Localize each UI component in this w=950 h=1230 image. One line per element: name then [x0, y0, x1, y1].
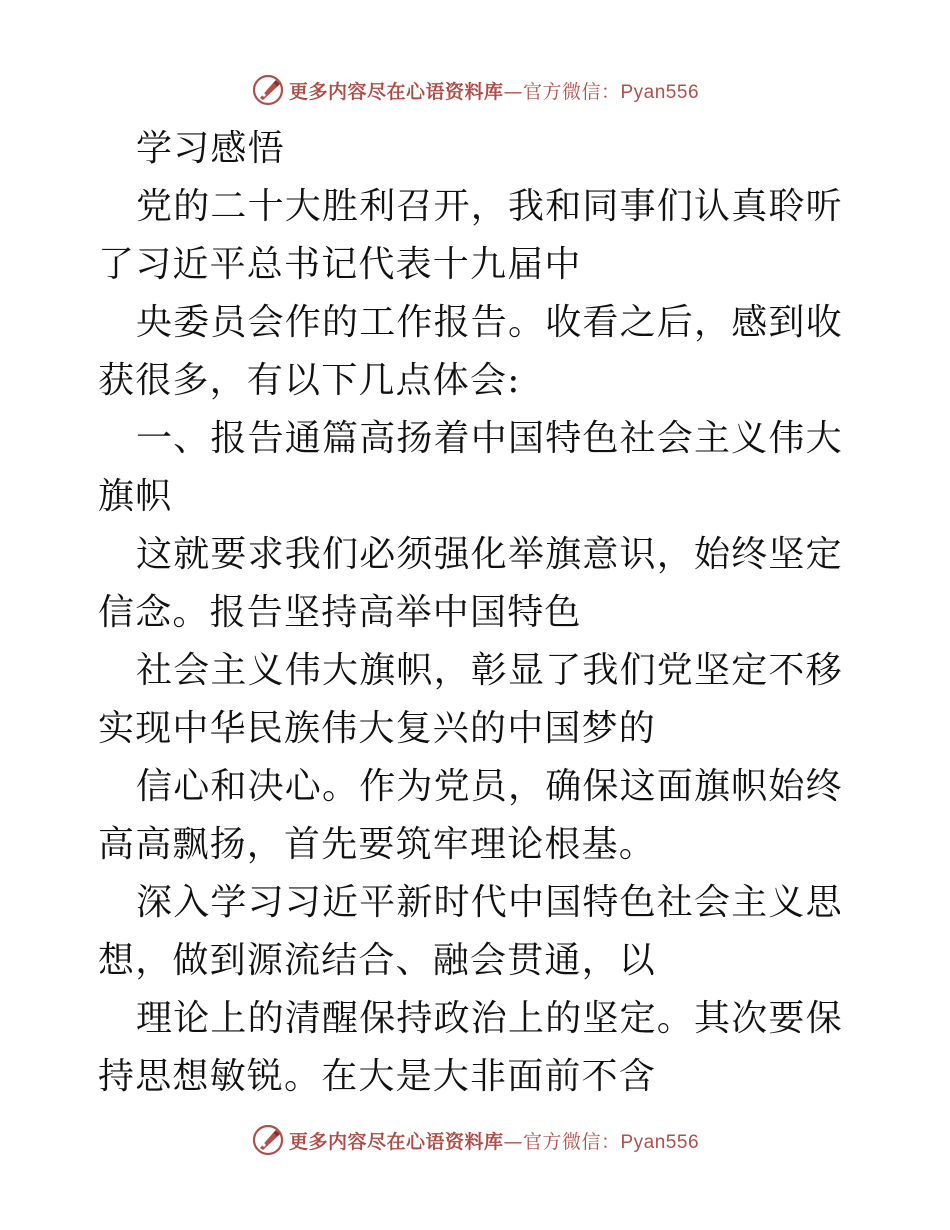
paragraph: 信心和决心。作为党员，确保这面旗帜始终高高飘扬，首先要筑牢理论根基。: [98, 766, 843, 865]
pen-nib-logo-icon: [251, 73, 285, 107]
document-body: [98, 120, 858, 1106]
banner-dash: —: [503, 1130, 523, 1153]
pen-nib-logo-icon: [251, 1123, 285, 1157]
banner-wechat-id: Pyan556: [620, 81, 700, 103]
paragraph: 社会主义伟大旗帜，彰显了我们党坚定不移实现中华民族伟大复兴的中国梦的: [98, 650, 843, 749]
banner-wechat-label: 官方微信：: [522, 80, 621, 103]
banner-dash: —: [503, 80, 523, 103]
banner-wechat-id: Pyan556: [620, 1131, 700, 1153]
section-heading: 一、报告通篇高扬着中国特色社会主义伟大旗帜: [98, 418, 843, 517]
paragraph: 党的二十大胜利召开，我和同事们认真聆听了习近平总书记代表十九届中: [98, 186, 843, 285]
banner-text: [289, 1127, 699, 1154]
footer-watermark-banner: [0, 1122, 950, 1158]
header-watermark-banner: [0, 72, 950, 108]
paragraph: 深入学习习近平新时代中国特色社会主义思想，做到源流结合、融会贯通，以: [98, 882, 843, 981]
paragraph: 这就要求我们必须强化举旗意识，始终坚定信念。报告坚持高举中国特色: [98, 534, 843, 633]
document-title: 学习感悟: [136, 128, 285, 169]
banner-text: [289, 77, 699, 104]
paragraph: 理论上的清醒保持政治上的坚定。其次要保持思想敏锐。在大是大非面前不含: [98, 998, 843, 1097]
banner-wechat-label: 官方微信：: [522, 1130, 621, 1153]
banner-site-name: 更多内容尽在心语资料库: [288, 80, 504, 103]
paragraph: 央委员会作的工作报告。收看之后，感到收获很多，有以下几点体会:: [98, 302, 843, 401]
banner-site-name: 更多内容尽在心语资料库: [288, 1130, 504, 1153]
